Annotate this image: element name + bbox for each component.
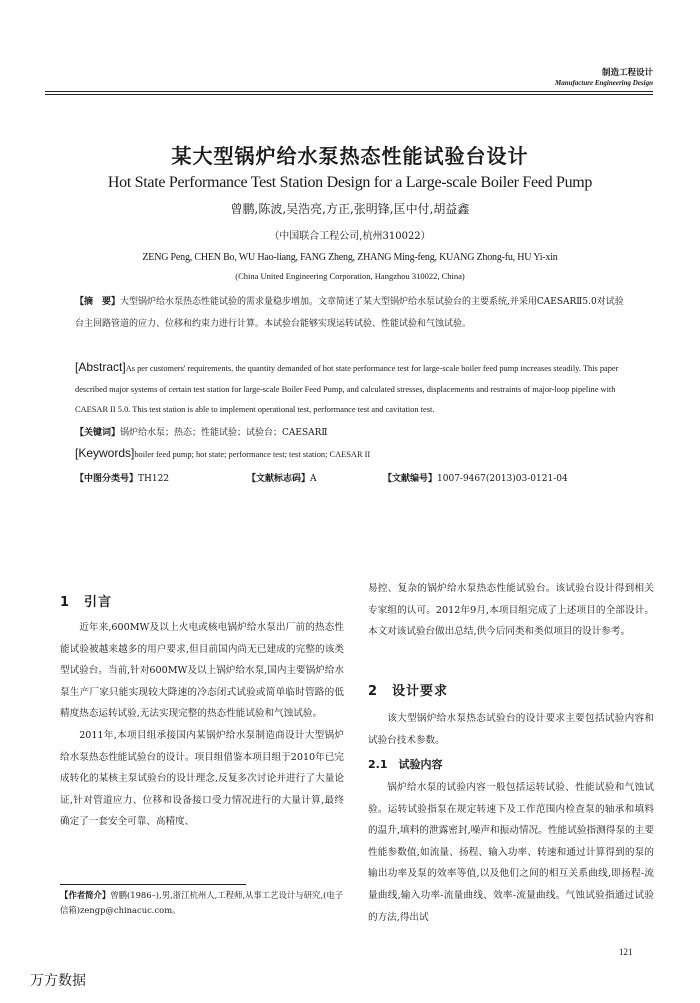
journal-name-cn: 制造工程设计 — [601, 68, 653, 78]
wanfang-watermark: 万方数据 — [30, 973, 86, 989]
section-2-1-paragraph-1: 锅炉给水泵的试验内容一般包括运转试验、性能试验和气蚀试验。运转试验指泵在规定转速下及工作范围内检查泵的轴承和填料的温升,填料的泄露密封,噪声和振动情况。性能试验指测得泵的主要性能参数值,如流量、扬程、输入功率、转速和通过计算得到的泵的输出功率及泵的效率等值,以及他们之间的相互关系曲线,即扬程-流量曲线,输入功率-流量曲线、效率-流量曲线。气蚀试验指通过试验的方法,得出试 — [368, 782, 654, 923]
abstract-cn-label: 【摘 要】 — [75, 297, 121, 307]
section-1-paragraph-2: 2011年,本项目组承接国内某锅炉给水泵制造商设计大型锅炉给水泵热态性能试验台的设计。项目组借鉴本项目组于2010年已完成转化的某核主泵试验台的设计理念,反复多次讨论并进行了大量论证,针对管道应力、位移和设备接口受力情况进行的大量计算,最终确定了一套安全可靠、高精度、 — [60, 729, 344, 828]
author-footnote — [60, 888, 344, 918]
paper-title-cn: 某大型锅炉给水泵热态性能试验台设计 — [171, 144, 529, 168]
section-2-1-body — [368, 777, 654, 928]
journal-name-en: Manufacture Engineering Design — [554, 79, 653, 87]
abstract-cn — [75, 292, 631, 335]
section-2-1-heading: 2.1 试验内容 — [368, 758, 443, 771]
abstract-en — [75, 357, 631, 421]
right-column — [368, 578, 654, 643]
section-2-body — [368, 708, 654, 751]
authors-en: ZENG Peng, CHEN Bo, WU Hao-liang, FANG Zheng, ZHANG Ming-feng, KUANG Zhong-fu, HU Yi-xin — [142, 252, 558, 263]
keywords-cn-label: 【关键词】 — [75, 428, 121, 438]
footnote-rule — [60, 884, 246, 885]
abstract-cn-text: 大型锅炉给水泵热态性能试验的需求量稳步增加。文章简述了某大型锅炉给水泵试验台的主要系统,并采用CAESARⅡ5.0对试验台主回路管道的应力、位移和约束力进行计算。本试验台能够实现运转试验、性能试验和气蚀试验。 — [75, 297, 624, 329]
abstract-en-label: [Abstract] — [75, 360, 126, 374]
paper-title-en: Hot State Performance Test Station Design for a Large-scale Boiler Feed Pump — [107, 174, 593, 191]
document-code: 【文献标志码】A — [247, 474, 317, 484]
section-2-heading: 2 设计要求 — [368, 684, 449, 699]
abstract-en-text: As per customers' requirements, the quantity demanded of hot state performance test for large-scale boiler feed pump increases steadily. This paper described major systems of certain test station for large-scale Boiler Feed Pump, and calculated stresses, displacements and restraints of major-loop pipeline with CAESAR II 5.0. This test station is able to implement operational test, performance test and cavitation test. — [75, 364, 619, 414]
keywords-en — [75, 446, 631, 460]
section-1-continuation: 易控、复杂的锅炉给水泵热态性能试验台。该试验台设计得到相关专家组的认可。2012年9月,本项目组完成了上述项目的全部设计。本文对该试验台做出总结,供今后同类和类似项目的设计参考。 — [368, 583, 654, 638]
keywords-cn-text: 锅炉给水泵；热态；性能试验；试验台；CAESARⅡ — [120, 428, 328, 438]
clc-number: 【中图分类号】TH122 — [75, 474, 170, 484]
journal-header — [555, 66, 653, 87]
affiliation-en: (China United Engineering Corporation, Hangzhou 310022, China) — [235, 271, 465, 281]
page-number: 121 — [619, 947, 633, 957]
footnote-label: 【作者简介】 — [60, 890, 111, 900]
authors-cn: 曾鹏,陈波,吴浩亮,方正,张明锋,匡中付,胡益鑫 — [230, 202, 470, 216]
keywords-cn — [75, 425, 631, 438]
keywords-en-text: boiler feed pump; hot state; performance test; test station; CAESAR II — [134, 450, 371, 459]
header-rule-thin — [45, 94, 653, 95]
header-rule — [45, 91, 653, 92]
section-2-paragraph-1: 该大型锅炉给水泵热态试验台的设计要求主要包括试验内容和试验台技术参数。 — [368, 713, 654, 746]
keywords-en-label: [Keywords] — [75, 446, 135, 460]
affiliation-cn: （中国联合工程公司,杭州310022） — [269, 231, 431, 242]
article-number: 【文献编号】1007-9467(2013)03-0121-04 — [383, 474, 568, 484]
left-column — [60, 617, 344, 833]
footnote-text: 曾鹏(1986–),男,浙江杭州人,工程师,从事工艺设计与研究,(电子信箱)zengp@chinacuc.com。 — [60, 890, 344, 915]
section-1-paragraph-1: 近年来,600MW及以上火电或核电锅炉给水泵出厂前的热态性能试验被越来越多的用户要求,但目前国内尚无已建成的完整的该类型试验台。当前,针对600MW及以上锅炉给水泵,国内主要锅炉给水泵生产厂家只能实现较大降速的冷态闭式试验或简单临时管路的低精度热态运转试验,无法实现完整的热态性能试验和气蚀试验。 — [60, 622, 344, 720]
section-1-heading: 1 引言 — [60, 595, 113, 610]
